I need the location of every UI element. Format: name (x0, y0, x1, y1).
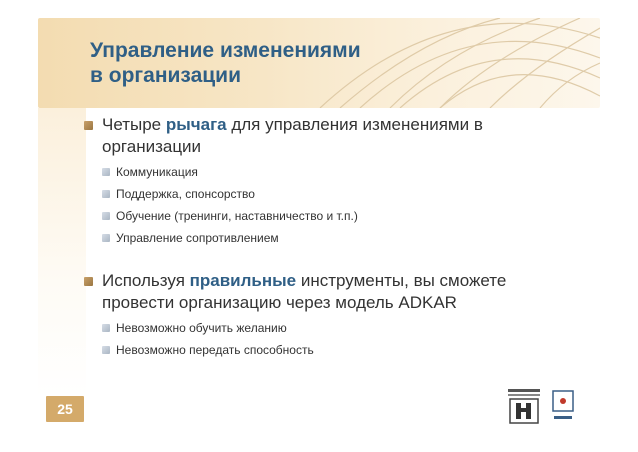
list-item-text: Коммуникация (116, 165, 198, 179)
title-line-2: в организации (90, 64, 241, 87)
left-decor-band (38, 108, 86, 398)
publisher-logo-icon (506, 388, 542, 426)
bullet-text-before: Четыре (102, 115, 166, 134)
list-item-text: Управление сопротивлением (116, 231, 279, 245)
list-item (100, 320, 582, 336)
list-item (100, 208, 582, 224)
page-number-badge: 25 (46, 396, 84, 422)
square-bullet-icon (102, 346, 110, 354)
square-bullet-icon (102, 212, 110, 220)
bullet-highlight: рычага (165, 115, 227, 134)
square-bullet-icon (102, 324, 110, 332)
bullet-point-tools (82, 270, 582, 314)
list-item (100, 342, 582, 358)
target-logo-icon (552, 390, 574, 424)
bullet-text-before: Используя (102, 271, 190, 290)
levers-sub-list (100, 164, 582, 246)
list-item-text: Невозможно передать способность (116, 343, 314, 357)
list-item (100, 230, 582, 246)
bullet-point-levers (82, 114, 582, 158)
square-bullet-icon (84, 121, 93, 130)
list-item-text: Невозможно обучить желанию (116, 321, 287, 335)
bullet-text-after: инструменты, вы сможете провести организацию через модель ADKAR (102, 271, 507, 312)
list-item (100, 164, 582, 180)
list-item (100, 186, 582, 202)
tools-sub-list (100, 320, 582, 358)
square-bullet-icon (102, 190, 110, 198)
slide-title (90, 38, 550, 88)
list-item-text: Поддержка, спонсорство (116, 187, 255, 201)
slide-content (82, 114, 582, 364)
square-bullet-icon (102, 168, 110, 176)
bullet-text-after: для управления изменениями в организации (102, 115, 483, 156)
list-item-text: Обучение (тренинги, наставничество и т.п.) (116, 209, 358, 223)
square-bullet-icon (102, 234, 110, 242)
title-line-1: Управление изменениями (90, 39, 361, 62)
section-gap (82, 252, 582, 270)
square-bullet-icon (84, 277, 93, 286)
bullet-highlight: правильные (189, 271, 297, 290)
